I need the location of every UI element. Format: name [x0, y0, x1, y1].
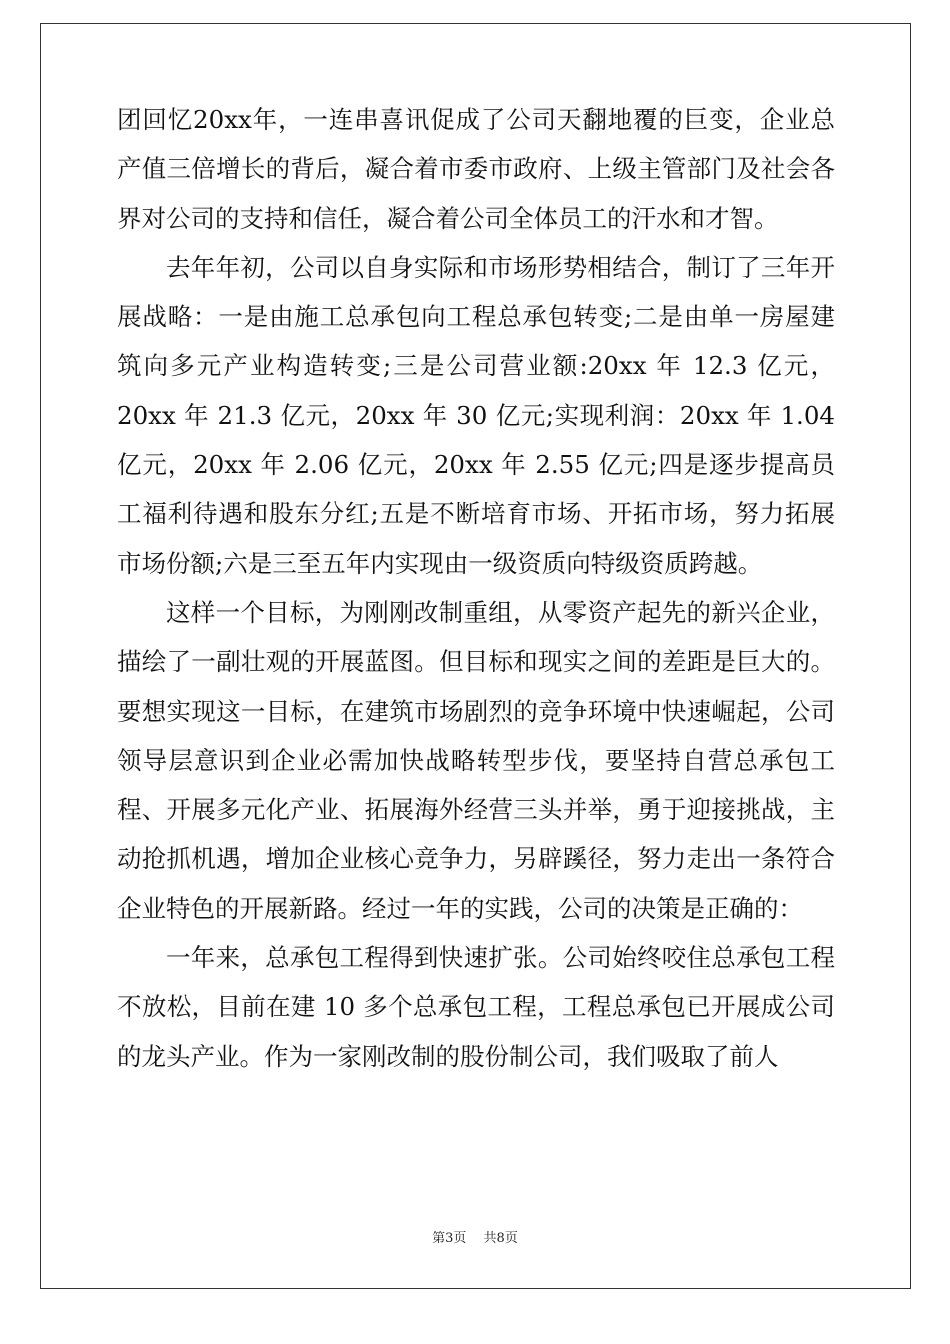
paragraph: 这样一个目标，为刚刚改制重组，从零资产起先的新兴企业，描绘了一副壮观的开展蓝图。但目标和现实之间的差距是巨大的。要想实现这一目标，在建筑市场剧烈的竞争环境中快速崛起，公司领导层意识到企业必需加快战略转型步伐，要坚持自营总承包工程、开展多元化产业、拓展海外经营三头并举，勇于迎接挑战，主动抢抓机遇，增加企业核心竞争力，另辟蹊径，努力走出一条符合企业特色的开展新路。经过一年的实践，公司的决策是正确的： [117, 597, 835, 923]
paragraph: 团回忆20xx年，一连串喜讯促成了公司天翻地覆的巨变，企业总产值三倍增长的背后，凝合着市委市政府、上级主管部门及社会各界对公司的支持和信任，凝合着公司全体员工的汗水和才智。 [117, 105, 835, 233]
paragraph: 一年来，总承包工程得到快速扩张。公司始终咬住总承包工程不放松，目前在建 10 多个总承包工程，工程总承包已开展成公司的龙头产业。作为一家刚改制的股份制公司，我们吸取了前人 [117, 943, 835, 1071]
paragraph: 去年年初，公司以自身实际和市场形势相结合，制订了三年开展战略：一是由施工总承包向工程总承包转变;二是由单一房屋建筑向多元产业构造转变;三是公司营业额:20xx 年 12.3 亿元，20xx 年 21.3 亿元，20xx 年 30 亿元;实现利润：20xx 年 1.04 亿元，20xx 年 2.06 亿元，20xx 年 2.55 亿元;四是逐步提高员工福利待遇和股东分红;五是不断培育市场、开拓市场，努力拓展市场份额;六是三至五年内实现由一级资质向特级资质跨越。 [117, 252, 835, 578]
page-number-footer: 第3页 共8页 [432, 1231, 518, 1246]
document-body [117, 95, 835, 1081]
